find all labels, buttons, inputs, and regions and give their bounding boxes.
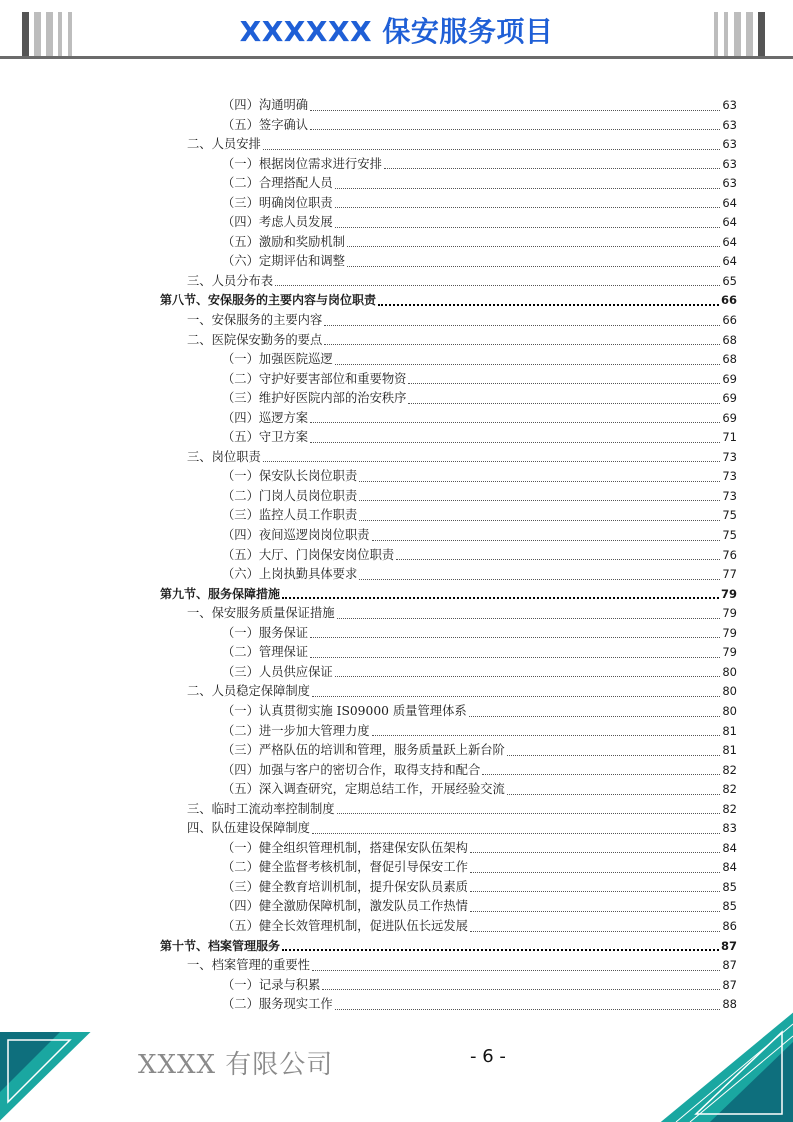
toc-dot-leader — [263, 460, 721, 462]
toc-entry-label: （一）根据岗位需求进行安排 — [222, 156, 382, 171]
toc-dot-leader — [335, 675, 721, 677]
toc-item-entry[interactable] — [160, 174, 737, 194]
toc-dot-leader — [347, 245, 720, 247]
toc-entry-label: 二、人员安排 — [187, 137, 261, 152]
toc-entry-label: （一）记录与积累 — [222, 977, 321, 992]
toc-item-entry[interactable] — [160, 370, 737, 390]
toc-item-entry[interactable] — [160, 526, 737, 546]
document-title: XXXXXX 保安服务项目 — [239, 15, 554, 48]
toc-entry-page-number: 80 — [722, 703, 737, 718]
toc-entry-page-number: 79 — [722, 606, 737, 621]
toc-dot-leader — [482, 773, 720, 775]
toc-dot-leader — [470, 851, 720, 853]
toc-entry-page-number: 79 — [720, 586, 737, 601]
toc-item-entry[interactable] — [160, 428, 737, 448]
toc-section-entry[interactable] — [160, 291, 737, 311]
toc-entry-page-number: 73 — [722, 488, 737, 503]
toc-entry-page-number: 63 — [722, 137, 737, 152]
toc-entry-label: （三）监控人员工作职责 — [222, 508, 358, 523]
toc-dot-leader — [507, 793, 721, 795]
toc-dot-leader — [470, 910, 720, 912]
toc-entry-page-number: 86 — [722, 918, 737, 933]
toc-entry-label: （三）明确岗位职责 — [222, 195, 333, 210]
toc-entry-label: （五）大厅、门岗保安岗位职责 — [222, 547, 395, 562]
toc-entry-label: （四）健全激励保障机制，激发队员工作热情 — [222, 899, 468, 914]
toc-entry-page-number: 84 — [722, 860, 737, 875]
toc-item-entry[interactable] — [160, 917, 737, 937]
toc-dot-leader — [310, 636, 720, 638]
toc-entry-page-number: 63 — [722, 98, 737, 112]
toc-item-entry[interactable] — [160, 643, 737, 663]
toc-dot-leader — [469, 715, 721, 717]
toc-entry-label: （一）健全组织管理机制，搭建保安队伍架构 — [222, 840, 468, 855]
toc-dot-leader — [372, 539, 721, 541]
toc-dot-leader — [359, 578, 720, 580]
toc-entry-page-number: 64 — [722, 215, 737, 230]
toc-entry-label: （四）沟通明确 — [222, 98, 309, 112]
toc-dot-leader — [359, 499, 720, 501]
toc-dot-leader — [396, 558, 720, 560]
toc-entry-page-number: 71 — [722, 430, 737, 445]
toc-entry-page-number: 76 — [722, 547, 737, 562]
toc-entry-label: 第九节、服务保障措施 — [160, 586, 281, 601]
toc-item-entry[interactable] — [160, 389, 737, 409]
toc-entry-label: 一、档案管理的重要性 — [187, 958, 310, 973]
toc-entry-label: 三、人员分布表 — [187, 273, 274, 288]
toc-dot-leader — [310, 109, 720, 111]
toc-section-entry[interactable] — [160, 937, 737, 957]
toc-subsection-entry[interactable] — [160, 448, 737, 468]
toc-dot-leader — [324, 343, 720, 345]
footer-left-triangle-decoration — [0, 1028, 95, 1122]
toc-entry-page-number: 85 — [722, 899, 737, 914]
toc-entry-label: （五）激励和奖励机制 — [222, 234, 345, 249]
toc-item-entry[interactable] — [160, 839, 737, 859]
toc-entry-label: （二）守护好要害部位和重要物资 — [222, 371, 407, 386]
toc-dot-leader — [324, 324, 720, 326]
toc-dot-leader — [310, 128, 720, 130]
toc-entry-page-number: 64 — [722, 234, 737, 249]
toc-dot-leader — [335, 206, 721, 208]
page-number: - 6 - — [470, 1046, 506, 1067]
toc-entry-label: 一、安保服务的主要内容 — [187, 313, 323, 328]
toc-item-entry[interactable] — [160, 116, 737, 136]
toc-item-entry[interactable] — [160, 565, 737, 585]
toc-item-entry[interactable] — [160, 213, 737, 233]
toc-dot-leader — [384, 167, 720, 169]
toc-dot-leader — [312, 969, 720, 971]
toc-entry-page-number: 64 — [722, 195, 737, 210]
toc-item-entry[interactable] — [160, 487, 737, 507]
toc-entry-label: 二、医院保安勤务的要点 — [187, 332, 323, 347]
toc-dot-leader — [335, 187, 721, 189]
toc-entry-page-number: 79 — [722, 645, 737, 660]
toc-entry-label: （三）维护好医院内部的治安秩序 — [222, 391, 407, 406]
toc-dot-leader — [372, 734, 721, 736]
toc-dot-leader — [359, 480, 720, 482]
toc-subsection-entry[interactable] — [160, 135, 737, 155]
toc-entry-label: （三）严格队伍的培训和管理，服务质量跃上新台阶 — [222, 743, 505, 758]
toc-entry-page-number: 87 — [722, 977, 737, 992]
toc-entry-page-number: 83 — [722, 821, 737, 836]
toc-entry-page-number: 63 — [722, 156, 737, 171]
header-rule — [0, 56, 793, 59]
toc-entry-label: （四）巡逻方案 — [222, 410, 309, 425]
toc-dot-leader — [337, 812, 721, 814]
toc-entry-page-number: 73 — [722, 449, 737, 464]
toc-subsection-entry[interactable] — [160, 819, 737, 839]
toc-subsection-entry[interactable] — [160, 272, 737, 292]
toc-entry-label: （四）夜间巡逻岗岗位职责 — [222, 528, 370, 543]
toc-subsection-entry[interactable] — [160, 311, 737, 331]
toc-item-entry[interactable] — [160, 155, 737, 175]
toc-dot-leader — [282, 596, 719, 599]
toc-entry-label: 第八节、安保服务的主要内容与岗位职责 — [160, 293, 377, 308]
toc-dot-leader — [310, 421, 720, 423]
toc-entry-label: （二）健全监督考核机制，督促引导保安工作 — [222, 860, 468, 875]
toc-dot-leader — [310, 441, 720, 443]
toc-dot-leader — [378, 303, 719, 306]
toc-entry-page-number: 69 — [722, 391, 737, 406]
toc-item-entry[interactable] — [160, 722, 737, 742]
toc-entry-label: （二）服务现实工作 — [222, 997, 333, 1012]
toc-item-entry[interactable] — [160, 761, 737, 781]
toc-entry-page-number: 80 — [722, 664, 737, 679]
toc-item-entry[interactable] — [160, 858, 737, 878]
toc-entry-page-number: 68 — [722, 332, 737, 347]
toc-entry-page-number: 80 — [722, 684, 737, 699]
toc-entry-page-number: 66 — [720, 293, 737, 308]
toc-dot-leader — [347, 265, 720, 267]
toc-entry-page-number: 66 — [722, 313, 737, 328]
toc-entry-label: 第十节、档案管理服务 — [160, 938, 281, 953]
toc-dot-leader — [312, 695, 720, 697]
toc-entry-page-number: 69 — [722, 371, 737, 386]
toc-entry-page-number: 87 — [722, 958, 737, 973]
toc-entry-page-number: 77 — [722, 567, 737, 582]
company-name: XXXX 有限公司 — [138, 1050, 334, 1080]
toc-entry-label: 三、临时工流动率控制制度 — [187, 801, 335, 816]
toc-item-entry[interactable] — [160, 546, 737, 566]
toc-item-entry[interactable] — [160, 252, 737, 272]
toc-dot-leader — [470, 890, 720, 892]
toc-entry-page-number: 75 — [722, 508, 737, 523]
toc-entry-label: （五）守卫方案 — [222, 430, 309, 445]
toc-entry-page-number: 85 — [722, 879, 737, 894]
toc-entry-page-number: 82 — [722, 762, 737, 777]
toc-item-entry[interactable] — [160, 409, 737, 429]
toc-entry-label: （一）认真贯彻实施 IS09000 质量管理体系 — [222, 703, 467, 718]
toc-entry-page-number: 81 — [722, 723, 737, 738]
toc-dot-leader — [408, 382, 720, 384]
toc-item-entry[interactable] — [160, 233, 737, 253]
toc-entry-page-number: 81 — [722, 743, 737, 758]
toc-item-entry[interactable] — [160, 624, 737, 644]
toc-dot-leader — [263, 148, 721, 150]
toc-dot-leader — [359, 519, 720, 521]
toc-entry-page-number: 73 — [722, 469, 737, 484]
toc-entry-label: 二、人员稳定保障制度 — [187, 684, 310, 699]
toc-entry-label: （一）服务保证 — [222, 625, 309, 640]
toc-entry-label: （六）上岗执勤具体要求 — [222, 567, 358, 582]
toc-entry-label: （四）考虑人员发展 — [222, 215, 333, 230]
toc-entry-page-number: 87 — [720, 938, 737, 953]
toc-dot-leader — [335, 226, 721, 228]
toc-dot-leader — [335, 363, 721, 365]
toc-item-entry[interactable] — [160, 96, 737, 116]
toc-entry-page-number: 69 — [722, 410, 737, 425]
toc-subsection-entry[interactable] — [160, 956, 737, 976]
toc-entry-label: （二）管理保证 — [222, 645, 309, 660]
toc-dot-leader — [312, 832, 720, 834]
toc-subsection-entry[interactable] — [160, 682, 737, 702]
toc-entry-label: （一）保安队长岗位职责 — [222, 469, 358, 484]
toc-dot-leader — [282, 948, 719, 951]
toc-item-entry[interactable] — [160, 506, 737, 526]
toc-entry-label: （二）门岗人员岗位职责 — [222, 488, 358, 503]
toc-entry-page-number: 68 — [722, 352, 737, 367]
toc-entry-label: （二）进一步加大管理力度 — [222, 723, 370, 738]
toc-item-entry[interactable] — [160, 663, 737, 683]
toc-item-entry[interactable] — [160, 741, 737, 761]
table-of-contents — [160, 96, 737, 1015]
toc-item-entry[interactable] — [160, 897, 737, 917]
toc-dot-leader — [310, 656, 720, 658]
toc-subsection-entry[interactable] — [160, 331, 737, 351]
toc-entry-label: （五）深入调查研究，定期总结工作，开展经验交流 — [222, 782, 505, 797]
toc-dot-leader — [470, 871, 720, 873]
toc-entry-page-number: 63 — [722, 176, 737, 191]
toc-dot-leader — [322, 988, 720, 990]
page-header — [0, 0, 793, 62]
toc-section-entry[interactable] — [160, 585, 737, 605]
toc-dot-leader — [337, 617, 721, 619]
toc-entry-label: （五）健全长效管理机制，促进队伍长远发展 — [222, 918, 468, 933]
toc-entry-label: （五）签字确认 — [222, 117, 309, 132]
toc-item-entry[interactable] — [160, 976, 737, 996]
toc-entry-label: （三）健全教育培训机制，提升保安队员素质 — [222, 879, 468, 894]
toc-entry-label: 一、保安服务质量保证措施 — [187, 606, 335, 621]
toc-dot-leader — [275, 284, 720, 286]
toc-entry-page-number: 88 — [722, 997, 737, 1012]
toc-item-entry[interactable] — [160, 878, 737, 898]
toc-subsection-entry[interactable] — [160, 800, 737, 820]
toc-entry-page-number: 79 — [722, 625, 737, 640]
toc-item-entry[interactable] — [160, 467, 737, 487]
toc-item-entry[interactable] — [160, 780, 737, 800]
toc-dot-leader — [408, 402, 720, 404]
toc-item-entry[interactable] — [160, 702, 737, 722]
toc-entry-label: （三）人员供应保证 — [222, 664, 333, 679]
toc-entry-page-number: 65 — [722, 273, 737, 288]
toc-entry-page-number: 64 — [722, 254, 737, 269]
toc-entry-page-number: 82 — [722, 801, 737, 816]
toc-entry-label: （一）加强医院巡逻 — [222, 352, 333, 367]
footer-right-triangle-decoration — [660, 1012, 793, 1122]
toc-entry-page-number: 63 — [722, 117, 737, 132]
toc-entry-label: 三、岗位职责 — [187, 449, 261, 464]
toc-item-entry[interactable] — [160, 350, 737, 370]
toc-subsection-entry[interactable] — [160, 604, 737, 624]
toc-entry-label: （二）合理搭配人员 — [222, 176, 333, 191]
toc-entry-page-number: 84 — [722, 840, 737, 855]
toc-dot-leader — [470, 930, 720, 932]
toc-entry-page-number: 82 — [722, 782, 737, 797]
toc-entry-label: （四）加强与客户的密切合作，取得支持和配合 — [222, 762, 481, 777]
toc-dot-leader — [507, 754, 721, 756]
toc-entry-label: 四、队伍建设保障制度 — [187, 821, 310, 836]
toc-entry-label: （六）定期评估和调整 — [222, 254, 345, 269]
toc-entry-page-number: 75 — [722, 528, 737, 543]
toc-item-entry[interactable] — [160, 194, 737, 214]
